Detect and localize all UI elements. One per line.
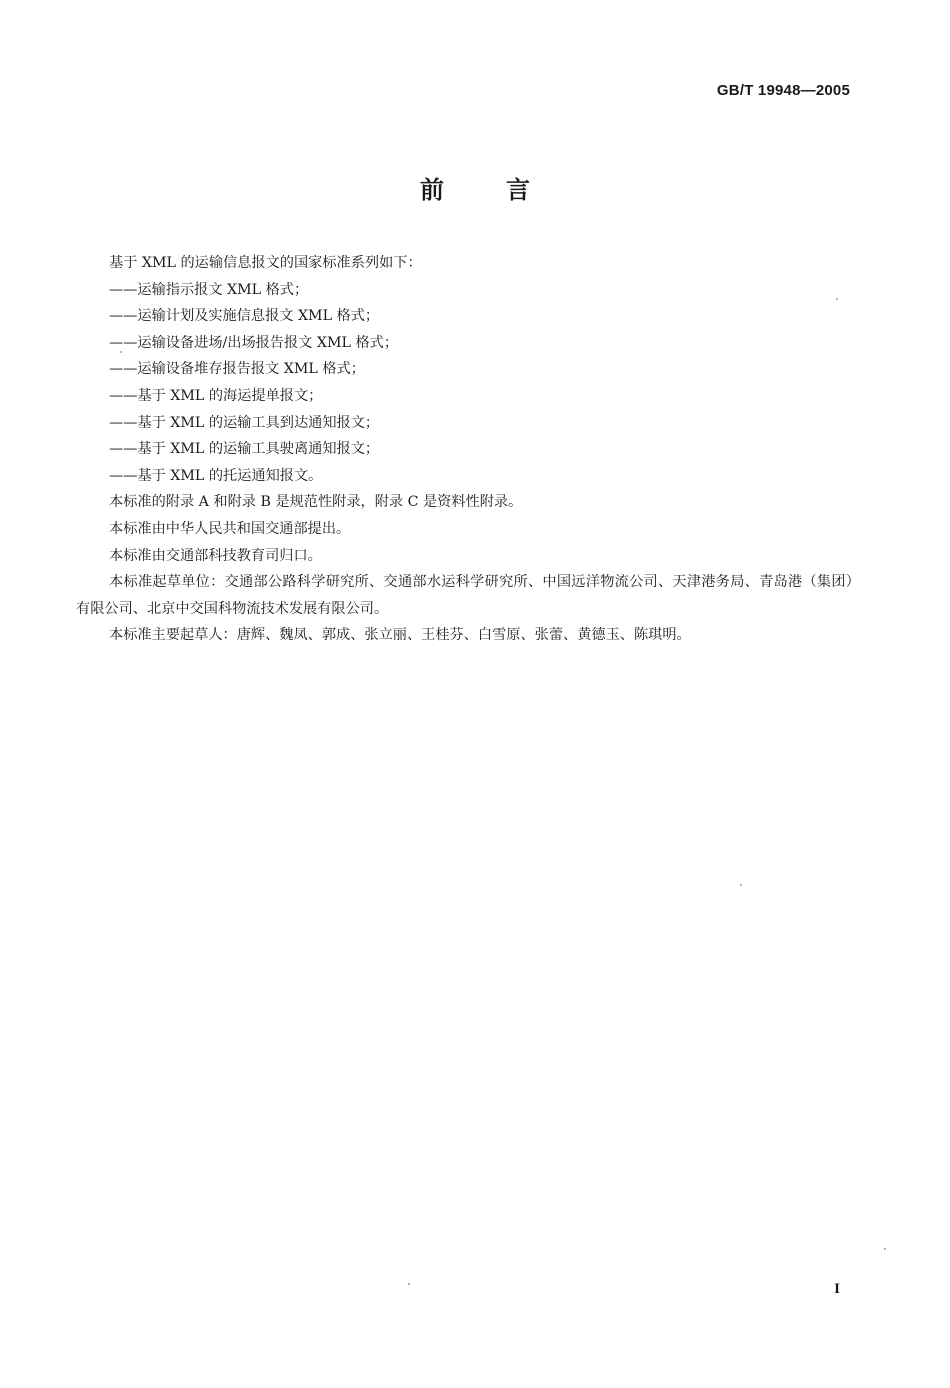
preface-body xyxy=(76,250,860,649)
paragraph-intro: 基于 XML 的运输信息报文的国家标准系列如下： xyxy=(109,255,422,271)
page-number: I xyxy=(834,1281,840,1297)
paragraph-drafting-units: 本标准起草单位：交通部公路科学研究所、交通部水运科学研究所、中国远洋物流公司、天津港务局、青岛港（集团）有限公司、北京中交国科物流技术发展有限公司。 xyxy=(76,574,860,617)
list-item: ——基于 XML 的托运通知报文。 xyxy=(109,467,323,484)
paragraph-drafters: 本标准主要起草人：唐辉、魏凤、郭成、张立丽、王桂芬、白雪原、张蕾、黄德玉、陈琪明。 xyxy=(109,627,691,644)
standard-code: GB/T 19948—2005 xyxy=(716,82,850,99)
paragraph-administrator: 本标准由交通部科技教育司归口。 xyxy=(109,547,322,564)
scan-speck xyxy=(408,1283,410,1285)
list-item: ——运输设备进场/出场报告报文 XML 格式； xyxy=(109,334,399,351)
scan-speck xyxy=(836,298,838,300)
list-item: ——基于 XML 的运输工具驶离通知报文； xyxy=(109,441,380,458)
paragraph-appendix: 本标准的附录 A 和附录 B 是规范性附录，附录 C 是资料性附录。 xyxy=(109,494,523,511)
list-item: ——运输指示报文 XML 格式； xyxy=(109,281,309,298)
scan-speck xyxy=(120,351,122,353)
paragraph-proposer: 本标准由中华人民共和国交通部提出。 xyxy=(109,520,351,537)
list-item: ——运输设备堆存报告报文 XML 格式； xyxy=(109,361,365,378)
list-item: ——基于 XML 的运输工具到达通知报文； xyxy=(109,414,380,431)
scan-speck xyxy=(740,884,742,886)
list-item: ——运输计划及实施信息报文 XML 格式； xyxy=(109,308,380,325)
list-item: ——基于 XML 的海运提单报文； xyxy=(109,387,323,404)
scan-speck xyxy=(884,1248,886,1250)
page-title: 前言 xyxy=(420,176,592,204)
